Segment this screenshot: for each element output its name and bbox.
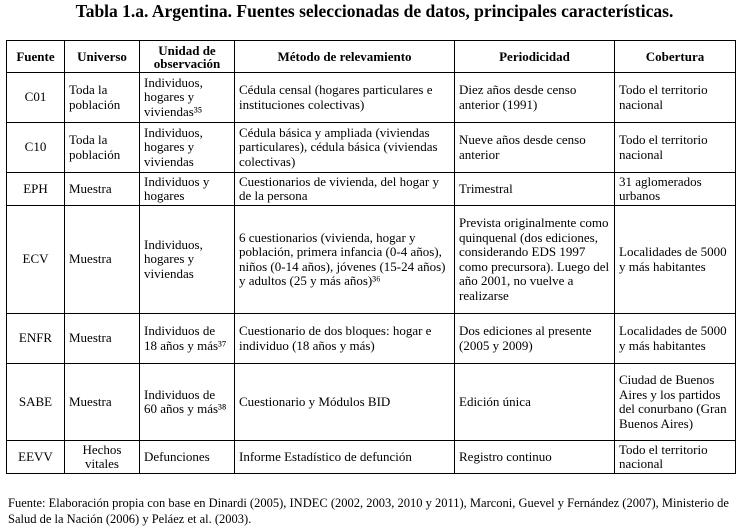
cell-fuente: EEVV <box>7 441 65 474</box>
sources-table <box>6 40 736 474</box>
cell-metodo: 6 cuestionarios (vivienda, hogar y población, primera infancia (0-4 años), niños (0-14 años), jóvenes (15-24 años) y adultos (25 y más años)³⁶ <box>235 206 455 314</box>
cell-fuente: EPH <box>7 173 65 206</box>
cell-fuente: C01 <box>7 73 65 123</box>
cell-cobertura: 31 aglomerados urbanos <box>615 173 736 206</box>
cell-cobertura: Todo el territorio nacional <box>615 441 736 474</box>
header-universo: Universo <box>65 41 140 73</box>
cell-unidad: Individuos y hogares <box>140 173 235 206</box>
footnote: Fuente: Elaboración propia con base en Dinardi (2005), INDEC (2002, 2003, 2010 y 2011), Marconi, Guevel y Fernández (2007), Ministerio de Salud de la Nación (2006) y Peláez et al. (2003). <box>8 496 729 526</box>
cell-unidad: Defunciones <box>140 441 235 474</box>
cell-periodicidad: Registro continuo <box>455 441 615 474</box>
table-row <box>7 173 736 206</box>
cell-unidad: Individuos de 60 años y más³⁸ <box>140 364 235 441</box>
cell-fuente: C10 <box>7 123 65 173</box>
cell-metodo: Cédula censal (hogares particulares e instituciones colectivas) <box>235 73 455 123</box>
cell-periodicidad: Prevista originalmente como quinquenal (dos ediciones, considerando EDS 1997 como precursora). Luego del año 2001, no vuelve a realizarse <box>455 206 615 314</box>
cell-fuente: SABE <box>7 364 65 441</box>
cell-cobertura: Todo el territorio nacional <box>615 73 736 123</box>
header-cobertura: Cobertura <box>615 41 736 73</box>
cell-fuente: ECV <box>7 206 65 314</box>
cell-cobertura: Ciudad de Buenos Aires y los partidos del conurbano (Gran Buenos Aires) <box>615 364 736 441</box>
cell-universo: Muestra <box>65 314 140 364</box>
header-fuente: Fuente <box>7 41 65 73</box>
cell-unidad: Individuos de 18 años y más³⁷ <box>140 314 235 364</box>
table-row <box>7 441 736 474</box>
cell-universo: Muestra <box>65 206 140 314</box>
header-periodicidad: Periodicidad <box>455 41 615 73</box>
table-title: Tabla 1.a. Argentina. Fuentes seleccionadas de datos, principales características. <box>75 1 674 21</box>
cell-periodicidad: Dos ediciones al presente (2005 y 2009) <box>455 314 615 364</box>
cell-unidad: Individuos, hogares y viviendas <box>140 123 235 173</box>
cell-metodo: Cédula básica y ampliada (viviendas particulares), cédula básica (viviendas colectivas) <box>235 123 455 173</box>
cell-metodo: Informe Estadístico de defunción <box>235 441 455 474</box>
header-metodo: Método de relevamiento <box>235 41 455 73</box>
cell-cobertura: Todo el territorio nacional <box>615 123 736 173</box>
cell-universo: Muestra <box>65 364 140 441</box>
cell-periodicidad: Trimestral <box>455 173 615 206</box>
cell-universo: Muestra <box>65 173 140 206</box>
table-row <box>7 73 736 123</box>
table-row <box>7 364 736 441</box>
cell-metodo: Cuestionario de dos bloques: hogar e individuo (18 años y más) <box>235 314 455 364</box>
cell-universo: Toda la población <box>65 123 140 173</box>
table-row <box>7 206 736 314</box>
cell-cobertura: Localidades de 5000 y más habitantes <box>615 314 736 364</box>
table-row <box>7 314 736 364</box>
header-row <box>7 41 736 73</box>
cell-periodicidad: Diez años desde censo anterior (1991) <box>455 73 615 123</box>
cell-fuente: ENFR <box>7 314 65 364</box>
cell-unidad: Individuos, hogares y viviendas³⁵ <box>140 73 235 123</box>
cell-periodicidad: Edición única <box>455 364 615 441</box>
cell-periodicidad: Nueve años desde censo anterior <box>455 123 615 173</box>
cell-unidad: Individuos, hogares y viviendas <box>140 206 235 314</box>
cell-cobertura: Localidades de 5000 y más habitantes <box>615 206 736 314</box>
cell-metodo: Cuestionarios de vivienda, del hogar y de la persona <box>235 173 455 206</box>
cell-metodo: Cuestionario y Módulos BID <box>235 364 455 441</box>
cell-universo: Hechos vitales <box>65 441 140 474</box>
cell-universo: Toda la población <box>65 73 140 123</box>
header-unidad: Unidad de observación <box>140 41 235 73</box>
table-row <box>7 123 736 173</box>
